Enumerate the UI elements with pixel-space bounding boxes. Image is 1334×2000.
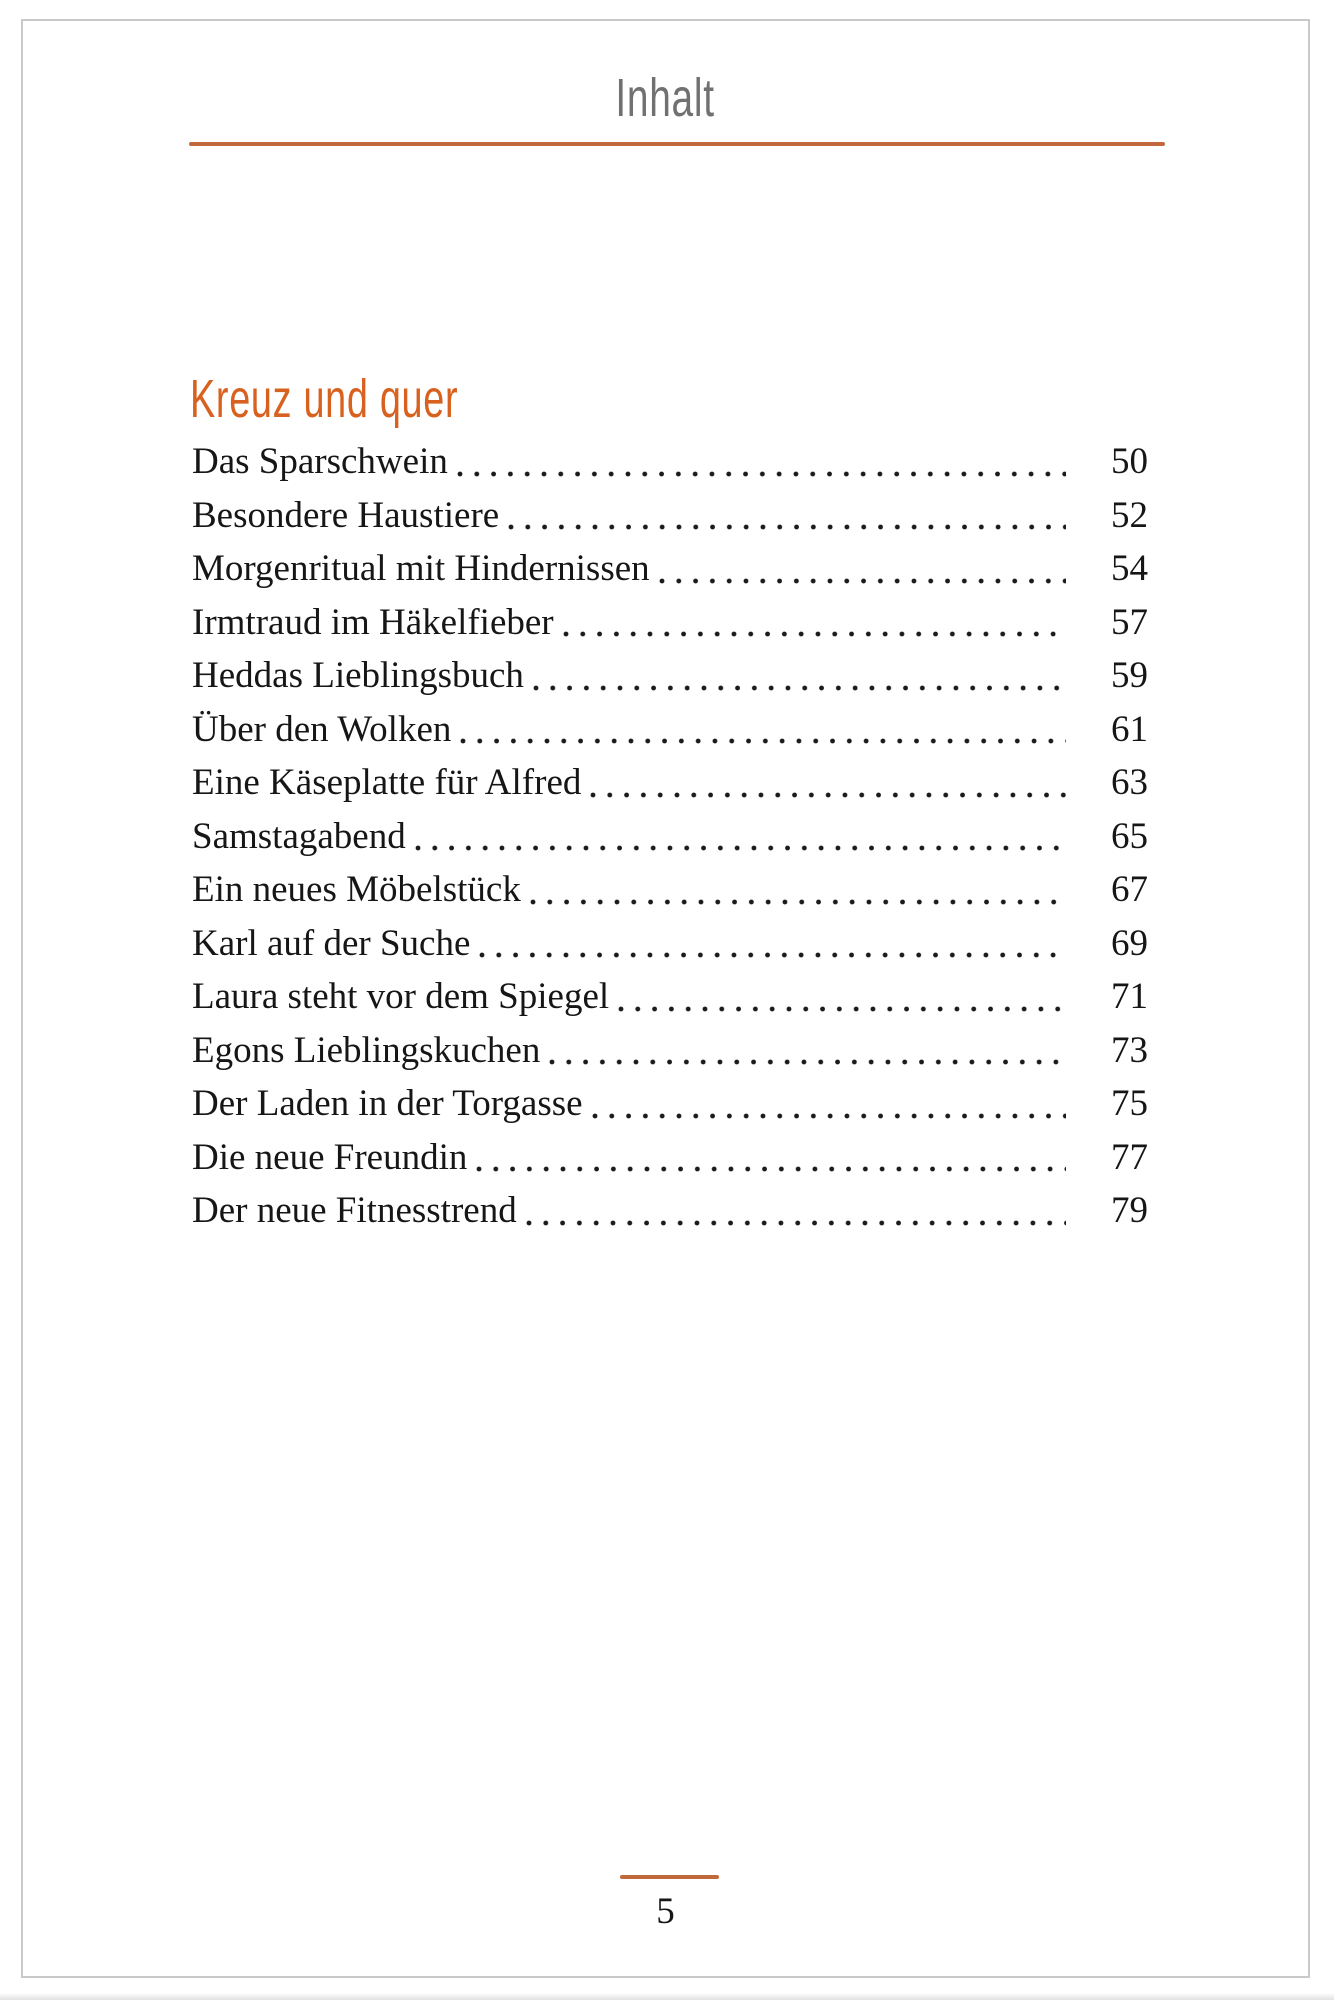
toc-dot-leader [508, 489, 1066, 543]
toc-dot-leader [530, 863, 1066, 917]
header-underline-rule [189, 142, 1165, 146]
toc-entry-title: Laura steht vor dem Spiegel [192, 976, 610, 1017]
toc-dot-leader [533, 649, 1066, 703]
toc-dot-leader [659, 542, 1066, 596]
toc-entry-page-number: 75 [1111, 1083, 1148, 1124]
toc-entry-page-number: 79 [1111, 1190, 1148, 1231]
toc-entry-title: Morgenritual mit Hindernissen [192, 548, 650, 589]
toc-entry-row [192, 1184, 1148, 1238]
toc-entry-title: Heddas Lieblingsbuch [192, 655, 524, 696]
book-page [21, 19, 1310, 1978]
toc-entry-row [192, 970, 1148, 1024]
toc-entry-row [192, 1077, 1148, 1131]
toc-entry-row [192, 810, 1148, 864]
toc-entry-row [192, 596, 1148, 650]
toc-entry-title: Irmtraud im Häkelfieber [192, 601, 554, 643]
toc-entry-title: Egons Lieblingskuchen [192, 1029, 541, 1071]
toc-entry-row [192, 756, 1148, 810]
toc-entry-page-number: 77 [1111, 1136, 1148, 1178]
toc-entry-page-number: 54 [1111, 548, 1148, 589]
toc-entry-row [192, 542, 1148, 596]
toc-entry-row [192, 917, 1148, 971]
toc-dot-leader [460, 703, 1066, 757]
footer-page-number: 5 [656, 1891, 675, 1932]
toc-entry-row [192, 435, 1148, 489]
footer-rule [620, 1875, 719, 1879]
toc-entry-title: Der neue Fitnesstrend [192, 1190, 517, 1231]
toc-entry-page-number: 50 [1111, 441, 1148, 482]
section-heading [190, 370, 573, 428]
toc-entry-page-number: 57 [1111, 601, 1148, 643]
toc-entry-page-number: 65 [1111, 815, 1148, 857]
toc-entry-row [192, 649, 1148, 703]
toc-entry-page-number: 67 [1111, 869, 1148, 910]
toc-entry-page-number: 71 [1111, 976, 1148, 1017]
page-header-title [23, 69, 1308, 127]
toc-dot-leader [415, 810, 1066, 864]
toc-dot-leader [618, 970, 1066, 1024]
toc-entry-title: Ein neues Möbelstück [192, 869, 521, 910]
toc-entry-page-number: 63 [1111, 762, 1148, 803]
toc-entry-row [192, 703, 1148, 757]
page-bottom-edge [0, 1993, 1334, 2000]
toc-entry-title: Eine Käseplatte für Alfred [192, 762, 582, 803]
toc-dot-leader [457, 435, 1066, 489]
toc-entry-page-number: 59 [1111, 655, 1148, 696]
toc-entry-row [192, 863, 1148, 917]
section-heading-text: Kreuz und quer [190, 369, 459, 429]
toc-entry-title: Samstagabend [192, 815, 406, 857]
toc-entry-row [192, 1024, 1148, 1078]
toc-entry-page-number: 52 [1111, 494, 1148, 536]
toc-entry-title: Karl auf der Suche [192, 922, 471, 964]
toc-dot-leader [563, 596, 1066, 650]
toc-entry-row [192, 489, 1148, 543]
page-header-title-text: Inhalt [615, 68, 716, 128]
toc-entry-page-number: 61 [1111, 708, 1148, 750]
toc-entry-page-number: 69 [1111, 922, 1148, 964]
toc-entry-title: Über den Wolken [192, 708, 452, 750]
toc-dot-leader [476, 1131, 1066, 1185]
toc-entry-row [192, 1131, 1148, 1185]
toc-dot-leader [590, 756, 1066, 810]
toc-entry-page-number: 73 [1111, 1029, 1148, 1071]
toc-dot-leader [526, 1184, 1066, 1238]
toc-dot-leader [549, 1024, 1066, 1078]
toc-entry-title: Besondere Haustiere [192, 494, 500, 536]
toc-entry-title: Die neue Freundin [192, 1136, 468, 1178]
toc-entry-title: Das Sparschwein [192, 441, 448, 482]
toc-entry-title: Der Laden in der Torgasse [192, 1083, 583, 1124]
toc-dot-leader [479, 917, 1066, 971]
table-of-contents [192, 435, 1148, 1238]
toc-dot-leader [592, 1077, 1066, 1131]
